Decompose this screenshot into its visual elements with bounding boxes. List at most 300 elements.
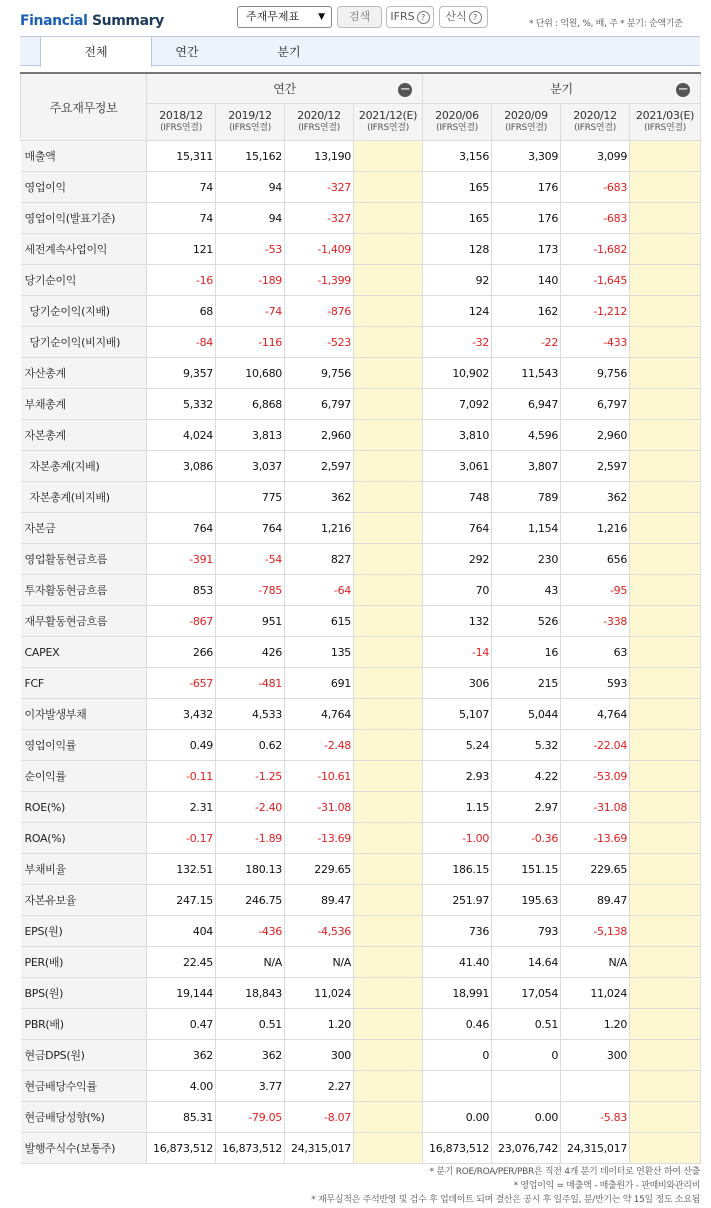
- row-header-label: 주요재무정보: [21, 73, 147, 141]
- table-cell: 292: [423, 544, 492, 575]
- table-cell: 17,054: [492, 978, 561, 1009]
- table-cell: 764: [423, 513, 492, 544]
- table-cell: 2.31: [147, 792, 216, 823]
- table-cell: -5,138: [561, 916, 630, 947]
- table-row: [21, 792, 701, 823]
- table-cell: 5,332: [147, 389, 216, 420]
- table-cell: -32: [423, 327, 492, 358]
- table-cell: [630, 358, 701, 389]
- table-cell: 0.46: [423, 1009, 492, 1040]
- column-period: 2020/06: [435, 109, 479, 122]
- table-cell: 180.13: [216, 854, 285, 885]
- table-cell: 827: [285, 544, 354, 575]
- table-cell: -2.40: [216, 792, 285, 823]
- table-cell: -867: [147, 606, 216, 637]
- table-cell: -876: [285, 296, 354, 327]
- table-cell: 6,797: [285, 389, 354, 420]
- table-cell: 0.00: [492, 1102, 561, 1133]
- table-cell: 775: [216, 482, 285, 513]
- table-cell: 176: [492, 203, 561, 234]
- table-cell: [147, 482, 216, 513]
- table-cell: -5.83: [561, 1102, 630, 1133]
- table-cell: 229.65: [561, 854, 630, 885]
- table-cell: [354, 327, 423, 358]
- table-row: [21, 916, 701, 947]
- table-cell: 6,947: [492, 389, 561, 420]
- table-cell: 10,680: [216, 358, 285, 389]
- table-cell: [354, 234, 423, 265]
- table-cell: [354, 1071, 423, 1102]
- row-label: 영업이익(발표기준): [21, 203, 147, 234]
- table-cell: 2,960: [561, 420, 630, 451]
- table-cell: 526: [492, 606, 561, 637]
- table-cell: 1,216: [285, 513, 354, 544]
- table-cell: [354, 544, 423, 575]
- table-cell: [630, 575, 701, 606]
- table-cell: 63: [561, 637, 630, 668]
- table-cell: 22.45: [147, 947, 216, 978]
- table-cell: -1.00: [423, 823, 492, 854]
- tab-annual[interactable]: 연간: [175, 45, 199, 59]
- table-cell: N/A: [561, 947, 630, 978]
- table-cell: 3,810: [423, 420, 492, 451]
- table-cell: [630, 513, 701, 544]
- table-cell: 748: [423, 482, 492, 513]
- column-basis: (IFRS연결): [229, 123, 271, 133]
- table-cell: 793: [492, 916, 561, 947]
- table-cell: 195.63: [492, 885, 561, 916]
- table-cell: -657: [147, 668, 216, 699]
- row-label: 영업이익률: [21, 730, 147, 761]
- table-cell: 24,315,017: [285, 1133, 354, 1164]
- table-cell: -338: [561, 606, 630, 637]
- table-cell: [630, 172, 701, 203]
- table-cell: 251.97: [423, 885, 492, 916]
- chevron-down-icon: ▼: [318, 12, 325, 22]
- table-cell: 3,156: [423, 141, 492, 172]
- column-header: [561, 104, 630, 141]
- table-cell: [630, 1102, 701, 1133]
- table-cell: 3,309: [492, 141, 561, 172]
- row-label: CAPEX: [21, 637, 147, 668]
- statement-type-value: 주재무제표: [246, 10, 300, 23]
- table-cell: [630, 1133, 701, 1164]
- table-cell: -683: [561, 203, 630, 234]
- column-period: 2020/12: [573, 109, 617, 122]
- table-row: [21, 141, 701, 172]
- table-cell: 19,144: [147, 978, 216, 1009]
- table-cell: -1,682: [561, 234, 630, 265]
- table-cell: 0.00: [423, 1102, 492, 1133]
- table-cell: 0.62: [216, 730, 285, 761]
- table-cell: 13,190: [285, 141, 354, 172]
- table-cell: 1,216: [561, 513, 630, 544]
- help-icon: ?: [417, 11, 430, 24]
- column-header: [147, 104, 216, 141]
- table-cell: 89.47: [561, 885, 630, 916]
- table-cell: 92: [423, 265, 492, 296]
- table-cell: -54: [216, 544, 285, 575]
- table-cell: -79.05: [216, 1102, 285, 1133]
- column-header: [354, 104, 423, 141]
- table-cell: 94: [216, 203, 285, 234]
- row-label: 현금배당성향(%): [21, 1102, 147, 1133]
- collapse-annual-icon[interactable]: −: [399, 82, 411, 97]
- table-cell: 5.24: [423, 730, 492, 761]
- table-cell: 7,092: [423, 389, 492, 420]
- column-basis: (IFRS연결): [574, 123, 616, 133]
- column-basis: (IFRS연결): [298, 123, 340, 133]
- table-cell: [630, 637, 701, 668]
- table-cell: 18,991: [423, 978, 492, 1009]
- table-cell: [354, 978, 423, 1009]
- table-cell: 165: [423, 172, 492, 203]
- table-cell: 2,597: [561, 451, 630, 482]
- table-cell: 5,044: [492, 699, 561, 730]
- table-cell: -1.89: [216, 823, 285, 854]
- row-label: 현금배당수익률: [21, 1071, 147, 1102]
- table-cell: 2,960: [285, 420, 354, 451]
- table-cell: N/A: [285, 947, 354, 978]
- table-cell: 0.51: [216, 1009, 285, 1040]
- table-row: [21, 1071, 701, 1102]
- tab-quarter[interactable]: 분기: [277, 45, 301, 59]
- table-cell: -785: [216, 575, 285, 606]
- table-cell: [354, 265, 423, 296]
- table-cell: 3,037: [216, 451, 285, 482]
- table-cell: 162: [492, 296, 561, 327]
- table-cell: 4,764: [561, 699, 630, 730]
- table-cell: 132: [423, 606, 492, 637]
- table-cell: [354, 823, 423, 854]
- tab-all[interactable]: 전체: [40, 37, 152, 67]
- table-row: [21, 575, 701, 606]
- table-cell: 3,061: [423, 451, 492, 482]
- table-cell: 173: [492, 234, 561, 265]
- row-label: 이자발생부채: [21, 699, 147, 730]
- table-cell: -16: [147, 265, 216, 296]
- row-label: 자본금: [21, 513, 147, 544]
- table-cell: -481: [216, 668, 285, 699]
- table-cell: -1.25: [216, 761, 285, 792]
- table-row: [21, 854, 701, 885]
- ifrs-help-button[interactable]: [386, 6, 434, 28]
- table-cell: -1,409: [285, 234, 354, 265]
- table-row: [21, 451, 701, 482]
- table-row: [21, 637, 701, 668]
- table-cell: [354, 1040, 423, 1071]
- table-row: [21, 699, 701, 730]
- table-cell: -2.48: [285, 730, 354, 761]
- table-cell: 266: [147, 637, 216, 668]
- table-cell: 789: [492, 482, 561, 513]
- table-cell: [354, 730, 423, 761]
- table-cell: -189: [216, 265, 285, 296]
- table-cell: 5,107: [423, 699, 492, 730]
- footnote: * 영업이익 = 매출액 - 매출원가 - 판매비와관리비: [513, 1181, 700, 1191]
- table-cell: 1.20: [561, 1009, 630, 1040]
- table-cell: -31.08: [561, 792, 630, 823]
- table-row: [21, 1102, 701, 1133]
- row-label: 발행주식수(보통주): [21, 1133, 147, 1164]
- table-cell: 3.77: [216, 1071, 285, 1102]
- table-cell: 691: [285, 668, 354, 699]
- table-cell: -436: [216, 916, 285, 947]
- table-cell: 306: [423, 668, 492, 699]
- statement-type-select[interactable]: [237, 6, 332, 28]
- table-row: [21, 1009, 701, 1040]
- table-cell: 11,543: [492, 358, 561, 389]
- unit-note: * 단위 : 억원, %, 배, 주 * 분기: 순액기준: [529, 19, 683, 29]
- row-label: PBR(배): [21, 1009, 147, 1040]
- table-cell: [354, 916, 423, 947]
- table-cell: -1,645: [561, 265, 630, 296]
- row-label: 당기순이익: [21, 265, 147, 296]
- table-cell: -0.11: [147, 761, 216, 792]
- table-cell: 4.00: [147, 1071, 216, 1102]
- row-label: 영업활동현금흐름: [21, 544, 147, 575]
- table-cell: 16,873,512: [216, 1133, 285, 1164]
- table-cell: [630, 885, 701, 916]
- table-cell: 140: [492, 265, 561, 296]
- table-cell: [630, 234, 701, 265]
- table-cell: 68: [147, 296, 216, 327]
- table-cell: 2.93: [423, 761, 492, 792]
- column-basis: (IFRS연결): [644, 123, 686, 133]
- table-row: [21, 885, 701, 916]
- table-row: [21, 482, 701, 513]
- column-basis: (IFRS연결): [367, 123, 409, 133]
- table-row: [21, 234, 701, 265]
- table-cell: 593: [561, 668, 630, 699]
- table-cell: N/A: [216, 947, 285, 978]
- table-cell: 18,843: [216, 978, 285, 1009]
- table-cell: 124: [423, 296, 492, 327]
- row-label: 자본유보율: [21, 885, 147, 916]
- table-cell: 4,764: [285, 699, 354, 730]
- row-label: 부채비율: [21, 854, 147, 885]
- search-button[interactable]: 검색: [337, 6, 382, 28]
- table-cell: 128: [423, 234, 492, 265]
- table-cell: [354, 761, 423, 792]
- table-row: [21, 296, 701, 327]
- table-cell: [354, 1133, 423, 1164]
- table-cell: [423, 1071, 492, 1102]
- table-cell: 0.49: [147, 730, 216, 761]
- row-label: EPS(원): [21, 916, 147, 947]
- table-cell: [630, 327, 701, 358]
- table-cell: [354, 482, 423, 513]
- table-cell: [354, 513, 423, 544]
- collapse-quarter-icon[interactable]: −: [677, 82, 689, 97]
- table-cell: -13.69: [561, 823, 630, 854]
- table-cell: [354, 575, 423, 606]
- table-cell: [561, 1071, 630, 1102]
- table-cell: 9,357: [147, 358, 216, 389]
- table-cell: [354, 451, 423, 482]
- table-cell: 362: [561, 482, 630, 513]
- table-cell: 11,024: [285, 978, 354, 1009]
- table-cell: 362: [216, 1040, 285, 1071]
- table-cell: 300: [285, 1040, 354, 1071]
- table-cell: -1,212: [561, 296, 630, 327]
- help-icon: ?: [469, 11, 482, 24]
- table-cell: -327: [285, 172, 354, 203]
- table-row: [21, 668, 701, 699]
- table-cell: -8.07: [285, 1102, 354, 1133]
- ifrs-label: IFRS: [390, 10, 415, 23]
- table-cell: 165: [423, 203, 492, 234]
- row-label: 순이익률: [21, 761, 147, 792]
- table-cell: 15,311: [147, 141, 216, 172]
- row-label: 매출액: [21, 141, 147, 172]
- table-cell: -683: [561, 172, 630, 203]
- table-cell: [630, 668, 701, 699]
- table-cell: -74: [216, 296, 285, 327]
- column-period: 2021/03(E): [635, 109, 695, 122]
- table-cell: 11,024: [561, 978, 630, 1009]
- table-cell: -0.36: [492, 823, 561, 854]
- table-cell: 10,902: [423, 358, 492, 389]
- table-cell: 3,807: [492, 451, 561, 482]
- column-basis: (IFRS연결): [436, 123, 478, 133]
- row-label: 재무활동현금흐름: [21, 606, 147, 637]
- table-row: [21, 730, 701, 761]
- table-cell: 16: [492, 637, 561, 668]
- row-label: 자본총계(지배): [21, 451, 147, 482]
- table-cell: 151.15: [492, 854, 561, 885]
- row-label: ROE(%): [21, 792, 147, 823]
- table-cell: 404: [147, 916, 216, 947]
- table-cell: -22: [492, 327, 561, 358]
- table-cell: [630, 141, 701, 172]
- table-cell: 14.64: [492, 947, 561, 978]
- table-cell: 94: [216, 172, 285, 203]
- financial-summary-table: [20, 72, 701, 1164]
- table-row: [21, 172, 701, 203]
- table-cell: -22.04: [561, 730, 630, 761]
- table-cell: 215: [492, 668, 561, 699]
- table-cell: 6,868: [216, 389, 285, 420]
- table-cell: -95: [561, 575, 630, 606]
- table-cell: -4,536: [285, 916, 354, 947]
- row-label: 부채총계: [21, 389, 147, 420]
- table-cell: 5.32: [492, 730, 561, 761]
- period-tabs: [20, 36, 700, 66]
- table-cell: 764: [147, 513, 216, 544]
- table-cell: 1,154: [492, 513, 561, 544]
- table-cell: -31.08: [285, 792, 354, 823]
- table-cell: [354, 203, 423, 234]
- table-cell: 3,813: [216, 420, 285, 451]
- table-cell: 4,533: [216, 699, 285, 730]
- row-label: 자산총계: [21, 358, 147, 389]
- table-cell: 70: [423, 575, 492, 606]
- table-row: [21, 203, 701, 234]
- row-label: 세전계속사업이익: [21, 234, 147, 265]
- table-cell: 6,797: [561, 389, 630, 420]
- table-cell: 2,597: [285, 451, 354, 482]
- table-row: [21, 265, 701, 296]
- table-cell: 2.97: [492, 792, 561, 823]
- row-label: 현금DPS(원): [21, 1040, 147, 1071]
- row-label: 당기순이익(비지배): [21, 327, 147, 358]
- table-cell: -391: [147, 544, 216, 575]
- column-period: 2018/12: [159, 109, 203, 122]
- table-cell: 736: [423, 916, 492, 947]
- table-cell: 176: [492, 172, 561, 203]
- table-cell: 4,024: [147, 420, 216, 451]
- table-cell: 247.15: [147, 885, 216, 916]
- table-row: [21, 823, 701, 854]
- table-row: [21, 1133, 701, 1164]
- table-row: [21, 544, 701, 575]
- title-financial: Financial: [20, 13, 88, 29]
- table-cell: 85.31: [147, 1102, 216, 1133]
- table-cell: [630, 854, 701, 885]
- table-cell: 656: [561, 544, 630, 575]
- table-cell: 1.15: [423, 792, 492, 823]
- table-cell: [630, 1009, 701, 1040]
- table-cell: 4.22: [492, 761, 561, 792]
- table-cell: -84: [147, 327, 216, 358]
- quarter-group-header: [423, 73, 701, 104]
- row-label: FCF: [21, 668, 147, 699]
- column-header: [285, 104, 354, 141]
- table-cell: [354, 358, 423, 389]
- table-cell: -523: [285, 327, 354, 358]
- column-basis: (IFRS연결): [160, 123, 202, 133]
- column-period: 2019/12: [228, 109, 272, 122]
- table-cell: [354, 1009, 423, 1040]
- table-row: [21, 389, 701, 420]
- table-cell: [354, 637, 423, 668]
- table-cell: 300: [561, 1040, 630, 1071]
- table-cell: 3,432: [147, 699, 216, 730]
- table-cell: -10.61: [285, 761, 354, 792]
- table-cell: [492, 1071, 561, 1102]
- table-cell: 3,086: [147, 451, 216, 482]
- row-label: BPS(원): [21, 978, 147, 1009]
- column-header: [423, 104, 492, 141]
- table-cell: [354, 606, 423, 637]
- table-cell: [630, 1040, 701, 1071]
- table-cell: -53: [216, 234, 285, 265]
- table-cell: 9,756: [285, 358, 354, 389]
- column-period: 2020/09: [504, 109, 548, 122]
- table-cell: 132.51: [147, 854, 216, 885]
- table-cell: 74: [147, 203, 216, 234]
- table-cell: 23,076,742: [492, 1133, 561, 1164]
- table-cell: 74: [147, 172, 216, 203]
- table-cell: [630, 823, 701, 854]
- table-cell: -53.09: [561, 761, 630, 792]
- table-cell: [354, 1102, 423, 1133]
- table-cell: [630, 451, 701, 482]
- table-cell: 615: [285, 606, 354, 637]
- table-cell: 16,873,512: [147, 1133, 216, 1164]
- table-cell: [630, 730, 701, 761]
- table-cell: [630, 265, 701, 296]
- annual-group-header: [147, 73, 423, 104]
- table-cell: [354, 668, 423, 699]
- table-cell: -116: [216, 327, 285, 358]
- column-header: [630, 104, 701, 141]
- table-cell: [630, 420, 701, 451]
- table-cell: [630, 203, 701, 234]
- formula-help-button[interactable]: [439, 6, 488, 28]
- table-cell: [354, 389, 423, 420]
